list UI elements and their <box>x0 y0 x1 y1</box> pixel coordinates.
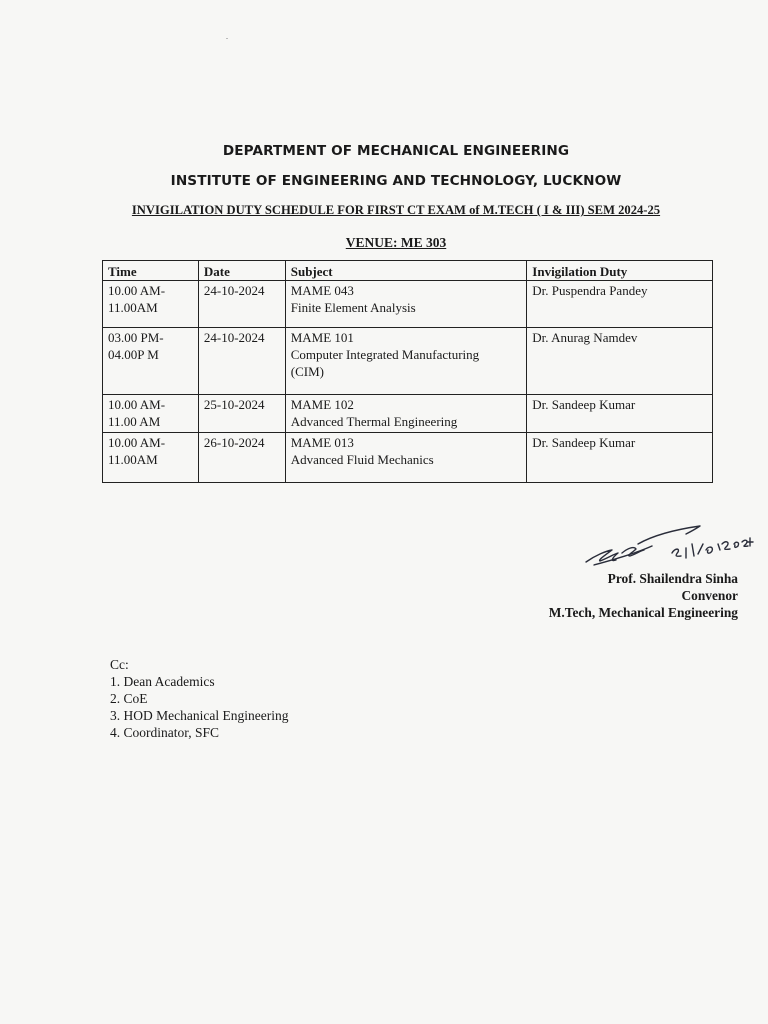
signatory-name: Prof. Shailendra Sinha <box>607 571 738 586</box>
department-heading: DEPARTMENT OF MECHANICAL ENGINEERING <box>222 143 570 159</box>
list-item: 2. CoE <box>110 691 148 706</box>
cc-list-block <box>110 656 288 741</box>
subject-name: Finite Element Analysis <box>290 300 416 315</box>
subject-name: Computer Integrated Manufacturing <box>290 347 480 362</box>
header-invigilation-duty: Invigilation Duty <box>527 261 713 281</box>
signatory-block <box>549 570 738 621</box>
duty-cell: Dr. Puspendra Pandey <box>527 281 713 328</box>
cc-list <box>110 673 288 741</box>
signatory-role: Convenor <box>681 588 738 603</box>
venue-heading: VENUE: ME 303 <box>345 235 447 250</box>
time-start: 03.00 PM- <box>108 330 164 345</box>
time-start: 10.00 AM- <box>108 397 166 412</box>
table-row <box>103 433 713 483</box>
list-item: 3. HOD Mechanical Engineering <box>110 708 289 723</box>
time-cell <box>103 433 199 483</box>
cc-label: Cc: <box>110 657 129 672</box>
subject-abbreviation: (CIM) <box>290 364 324 379</box>
date-cell: 24-10-2024 <box>198 281 285 328</box>
date-cell: 25-10-2024 <box>198 395 285 433</box>
subject-code: MAME 043 <box>290 283 354 298</box>
table-header-row <box>103 261 713 281</box>
duty-cell: Dr. Sandeep Kumar <box>527 395 713 433</box>
table-row <box>103 328 713 395</box>
list-item: 1. Dean Academics <box>110 674 215 689</box>
time-end: 04.00P M <box>108 347 159 362</box>
table-row <box>103 395 713 433</box>
signatory-program: M.Tech, Mechanical Engineering <box>548 605 738 620</box>
subject-name: Advanced Thermal Engineering <box>290 414 458 429</box>
handwritten-signature <box>582 520 757 575</box>
subject-cell <box>285 395 527 433</box>
institute-heading: INSTITUTE OF ENGINEERING AND TECHNOLOGY, LUCKNOW <box>170 173 622 189</box>
subject-code: MAME 101 <box>290 330 354 345</box>
subject-code: MAME 102 <box>290 397 354 412</box>
time-cell <box>103 395 199 433</box>
duty-cell: Dr. Sandeep Kumar <box>527 433 713 483</box>
time-cell <box>103 328 199 395</box>
header-date: Date <box>198 261 285 281</box>
time-start: 10.00 AM- <box>108 435 166 450</box>
time-end: 11.00AM <box>108 452 158 467</box>
subject-cell <box>285 433 527 483</box>
scan-speck <box>226 38 228 39</box>
date-cell: 26-10-2024 <box>198 433 285 483</box>
subject-code: MAME 013 <box>290 435 354 450</box>
header-subject: Subject <box>285 261 527 281</box>
date-cell: 24-10-2024 <box>198 328 285 395</box>
list-item: 4. Coordinator, SFC <box>110 725 219 740</box>
subject-name: Advanced Fluid Mechanics <box>290 452 434 467</box>
time-cell <box>103 281 199 328</box>
schedule-title: INVIGILATION DUTY SCHEDULE FOR FIRST CT EXAM of M.TECH ( I & III) SEM 2024-25 <box>131 203 661 217</box>
time-end: 11.00AM <box>108 300 158 315</box>
subject-cell <box>285 328 527 395</box>
duty-cell: Dr. Anurag Namdev <box>527 328 713 395</box>
time-end: 11.00 AM <box>108 414 161 429</box>
table-row <box>103 281 713 328</box>
subject-cell <box>285 281 527 328</box>
invigilation-schedule-table <box>102 260 713 483</box>
header-time: Time <box>103 261 199 281</box>
time-start: 10.00 AM- <box>108 283 166 298</box>
